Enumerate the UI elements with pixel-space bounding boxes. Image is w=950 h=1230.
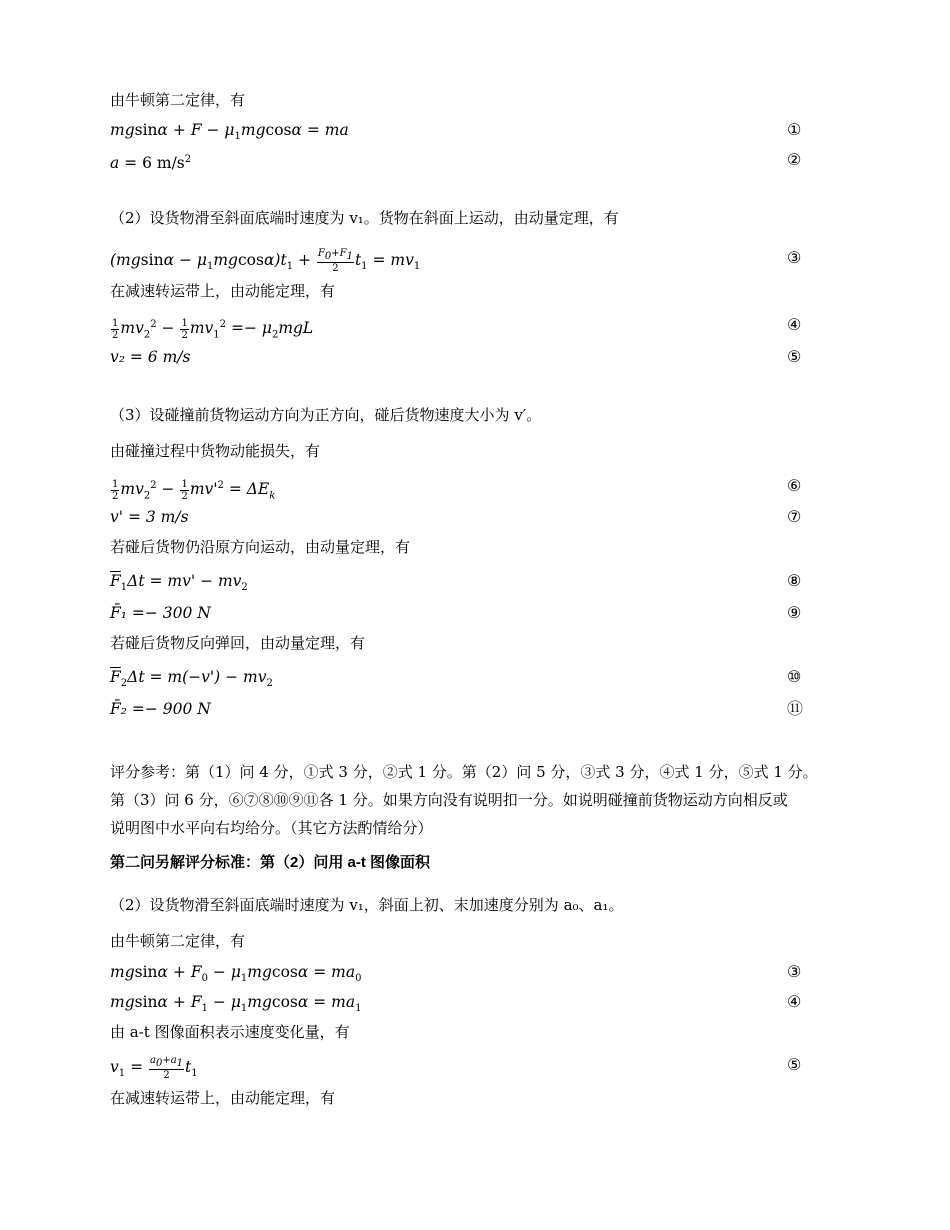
text-line: 由 a-t 图像面积表示速度变化量，有 bbox=[110, 1023, 350, 1041]
equation: v' = 3 m/s bbox=[110, 508, 189, 526]
equation: $\overline{F}_1\Delta t = mv' - mv_2$ bbox=[110, 572, 248, 594]
text-line: 在减速转运带上，由动能定理，有 bbox=[110, 1089, 336, 1107]
equation-number: ⑧ bbox=[787, 571, 802, 590]
text-line: 若碰后货物仍沿原方向运动，由动量定理，有 bbox=[110, 538, 411, 556]
scoring-line: 第（3）问 6 分，⑥⑦⑧⑩⑨⑪各 1 分。如果方向没有说明扣一分。如说明碰撞前货物运动方向相反或 bbox=[110, 791, 788, 809]
equation: $v_1$ = $\frac{a_0+a_1}{2}$ $t_1$ bbox=[110, 1055, 198, 1081]
text-line: 在减速转运带上，由动能定理，有 bbox=[110, 282, 336, 300]
equation-number: ⑤ bbox=[787, 1055, 802, 1074]
equation: F̄₁ =− 300 N bbox=[110, 604, 211, 622]
equation-number: ⑩ bbox=[787, 667, 802, 686]
equation: a = 6 $m/s^2$ bbox=[110, 154, 192, 173]
equation-number: ④ bbox=[787, 315, 802, 334]
equation-number: ⑦ bbox=[787, 507, 802, 526]
equation: $\overline{F}_2\Delta t = m(-v') - mv_2$ bbox=[110, 668, 273, 690]
equation: $mgsin\alpha + F_0 - \mu_1mgcos\alpha = ma_0$ bbox=[110, 963, 362, 985]
equation: v₂ = 6 m/s bbox=[110, 348, 191, 366]
scoring-line: 评分参考：第（1）问 4 分，①式 3 分，②式 1 分。第（2）问 5 分，③式 3 分，④式 1 分，⑤式 1 分。 bbox=[110, 763, 818, 781]
equation: $mgsin\alpha + F_1 - \mu_1mgcos\alpha = ma_1$ bbox=[110, 993, 362, 1015]
equation-number: ② bbox=[787, 150, 802, 169]
text-line: 由牛顿第二定律，有 bbox=[110, 932, 246, 950]
text-line: 若碰后货物反向弹回，由动量定理，有 bbox=[110, 634, 366, 652]
text-line: （3）设碰撞前货物运动方向为正方向，碰后货物速度大小为 v′。 bbox=[110, 406, 542, 424]
text-line: 由碰撞过程中货物动能损失，有 bbox=[110, 442, 321, 460]
equation: $\frac{1}{2}$ $mv_2^2$ − $\frac{1}{2}$ $mv_1^2 =- \mu_2mgL$ bbox=[112, 317, 314, 341]
equation-number: ⑨ bbox=[787, 603, 802, 622]
text-line: （2）设货物滑至斜面底端时速度为 v₁。货物在斜面上运动，由动量定理，有 bbox=[110, 209, 619, 227]
scoring-line: 说明图中水平向右均给分。（其它方法酌情给分） bbox=[110, 819, 433, 837]
equation-number: ③ bbox=[787, 248, 802, 267]
equation-number: ⑪ bbox=[787, 699, 804, 718]
equation: $mgsin\alpha + F - \mu_1mgcos\alpha$ = ma bbox=[110, 121, 349, 143]
equation-number: ⑤ bbox=[787, 347, 802, 366]
text-line: 由牛顿第二定律，有 bbox=[110, 91, 246, 109]
equation: F̄₂ =− 900 N bbox=[110, 700, 211, 718]
equation: $(mgsin\alpha - \mu_1mgcos\alpha)t_1$ + $\frac{F_0+F_1}{2}$ $t_1 = mv_1$ bbox=[110, 248, 421, 274]
equation: $\frac{1}{2}$ $mv_2^2$ − $\frac{1}{2}$ $mv'^2 = \Delta E_k$ bbox=[112, 478, 276, 502]
text-line: （2）设货物滑至斜面底端时速度为 v₁，斜面上初、末加速度分别为 a₀、a₁。 bbox=[110, 896, 624, 914]
equation-number: ④ bbox=[787, 992, 802, 1011]
equation-number: ① bbox=[787, 120, 802, 139]
section-title: 第二问另解评分标准：第（2）问用 a-t 图像面积 bbox=[110, 854, 431, 871]
equation-number: ③ bbox=[787, 962, 802, 981]
equation-number: ⑥ bbox=[787, 476, 802, 495]
